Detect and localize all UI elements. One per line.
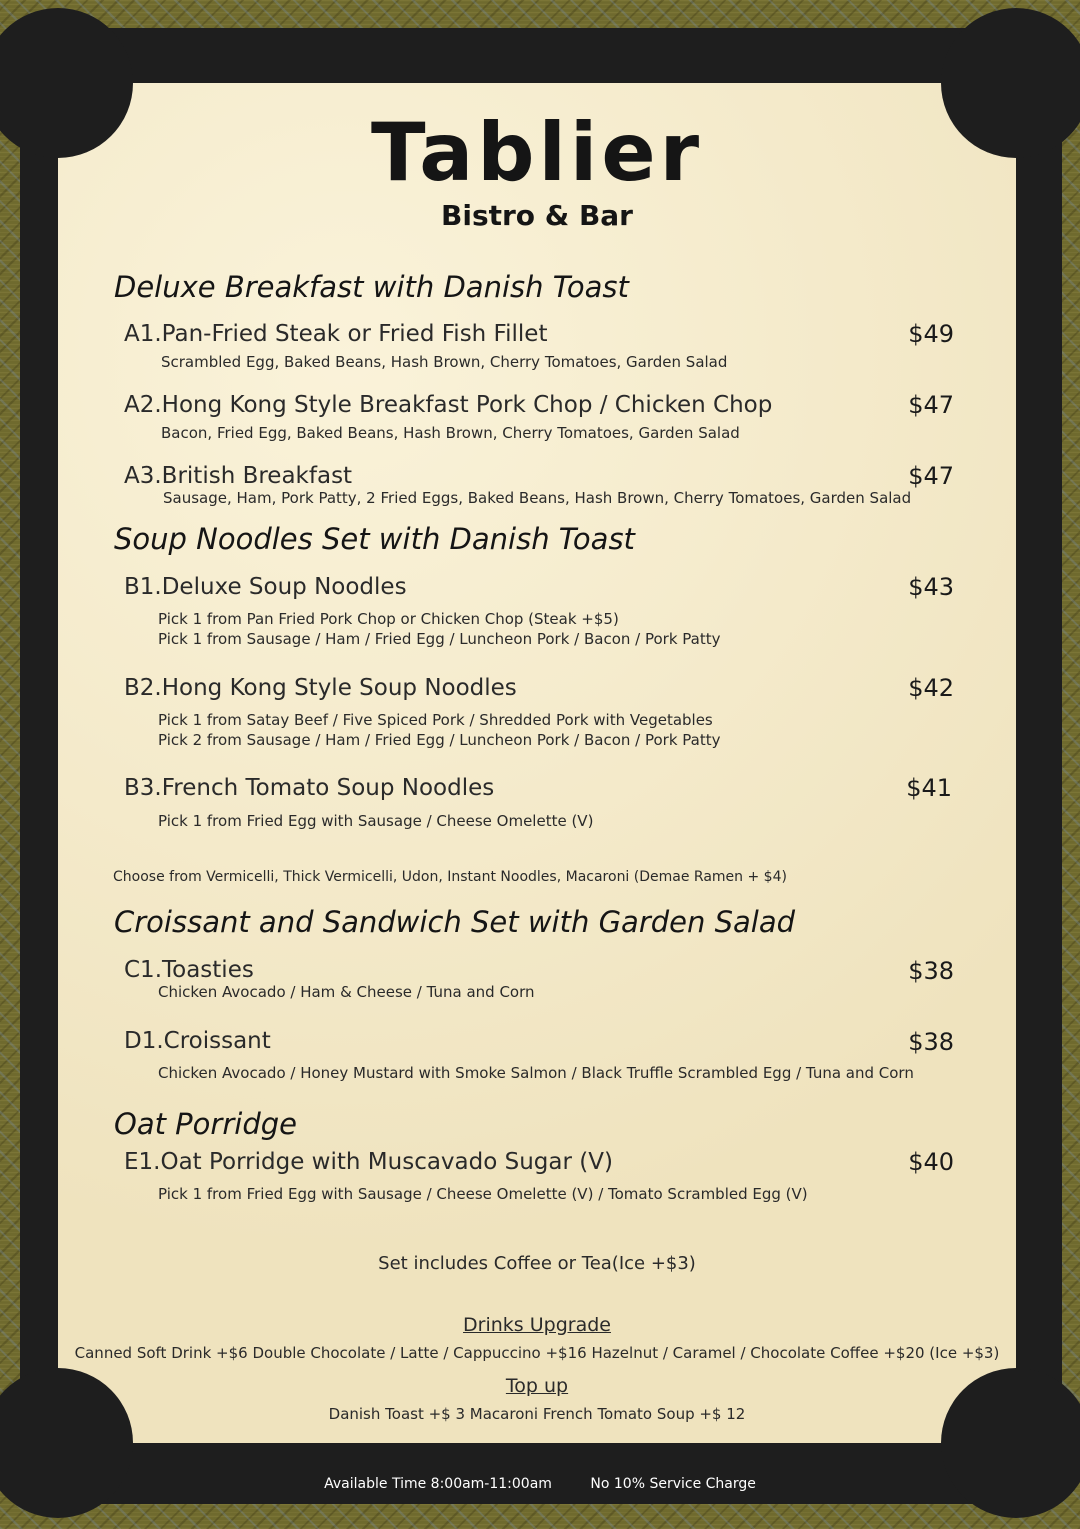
item-b2-name: B2.Hong Kong Style Soup Noodles	[124, 675, 517, 701]
item-b2-desc-1: Pick 1 from Satay Beef / Five Spiced Pork / Shredded Pork with Vegetables	[158, 711, 713, 729]
item-e1-price: $40	[908, 1148, 954, 1176]
available-time: Available Time 8:00am-11:00am	[324, 1476, 552, 1492]
item-b1-desc-1: Pick 1 from Pan Fried Pork Chop or Chicken Chop (Steak +$5)	[158, 610, 619, 628]
section-title-porridge: Oat Porridge	[114, 1107, 297, 1141]
item-b3-desc: Pick 1 from Fried Egg with Sausage / Cheese Omelette (V)	[158, 812, 594, 830]
item-b3-price: $41	[906, 774, 952, 802]
item-b2-price: $42	[908, 674, 954, 702]
top-up-heading: Top up	[505, 1375, 569, 1397]
item-c1-desc: Chicken Avocado / Ham & Cheese / Tuna and Corn	[158, 983, 535, 1001]
menu-paper	[58, 83, 1016, 1443]
service-charge-note: No 10% Service Charge	[590, 1476, 756, 1492]
item-e1-name: E1.Oat Porridge with Muscavado Sugar (V)	[124, 1149, 613, 1175]
brand-subtitle: Bistro & Bar	[441, 199, 633, 232]
item-c1-price: $38	[908, 957, 954, 985]
section-title-noodles: Soup Noodles Set with Danish Toast	[114, 522, 635, 556]
item-a3-name: A3.British Breakfast	[124, 463, 353, 489]
brand-name: Tablier	[370, 106, 704, 199]
item-a2-name: A2.Hong Kong Style Breakfast Pork Chop / Chicken Chop	[124, 392, 773, 418]
item-a1-desc: Scrambled Egg, Baked Beans, Hash Brown, Cherry Tomatoes, Garden Salad	[161, 353, 728, 371]
item-e1-desc: Pick 1 from Fried Egg with Sausage / Cheese Omelette (V) / Tomato Scrambled Egg (V)	[158, 1185, 808, 1203]
section-title-sandwich: Croissant and Sandwich Set with Garden Salad	[114, 905, 796, 939]
noodle-choice-note: Choose from Vermicelli, Thick Vermicelli, Udon, Instant Noodles, Macaroni (Demae Ramen + $4)	[113, 869, 787, 885]
set-includes-note: Set includes Coffee or Tea(Ice +$3)	[378, 1253, 696, 1274]
section-title-breakfast: Deluxe Breakfast with Danish Toast	[114, 270, 629, 304]
top-up-text: Danish Toast +$ 3 Macaroni French Tomato Soup +$ 12	[328, 1405, 746, 1423]
item-d1-name: D1.Croissant	[124, 1028, 271, 1054]
item-c1-name: C1.Toasties	[124, 957, 254, 983]
item-b1-name: B1.Deluxe Soup Noodles	[124, 574, 407, 600]
drinks-upgrade-text: Canned Soft Drink +$6 Double Chocolate / Latte / Cappuccino +$16 Hazelnut / Caramel / Chocolate Coffee +$20 (Ice +$3)	[74, 1344, 1000, 1362]
footer-bar	[0, 1476, 1080, 1492]
item-a1-price: $49	[908, 320, 954, 348]
item-a3-desc: Sausage, Ham, Pork Patty, 2 Fried Eggs, Baked Beans, Hash Brown, Cherry Tomatoes, Garden Salad	[163, 489, 912, 507]
item-a2-desc: Bacon, Fried Egg, Baked Beans, Hash Brown, Cherry Tomatoes, Garden Salad	[161, 424, 740, 442]
item-b2-desc-2: Pick 2 from Sausage / Ham / Fried Egg / Luncheon Pork / Bacon / Pork Patty	[158, 731, 721, 749]
item-d1-price: $38	[908, 1028, 954, 1056]
item-a1-name: A1.Pan-Fried Steak or Fried Fish Fillet	[124, 321, 548, 347]
item-d1-desc: Chicken Avocado / Honey Mustard with Smoke Salmon / Black Truffle Scrambled Egg / Tuna and Corn	[158, 1064, 914, 1082]
item-b1-price: $43	[908, 573, 954, 601]
item-a3-price: $47	[908, 462, 954, 490]
item-a2-price: $47	[908, 391, 954, 419]
item-b1-desc-2: Pick 1 from Sausage / Ham / Fried Egg / Luncheon Pork / Bacon / Pork Patty	[158, 630, 721, 648]
item-b3-name: B3.French Tomato Soup Noodles	[124, 775, 495, 801]
drinks-upgrade-heading: Drinks Upgrade	[463, 1314, 611, 1336]
